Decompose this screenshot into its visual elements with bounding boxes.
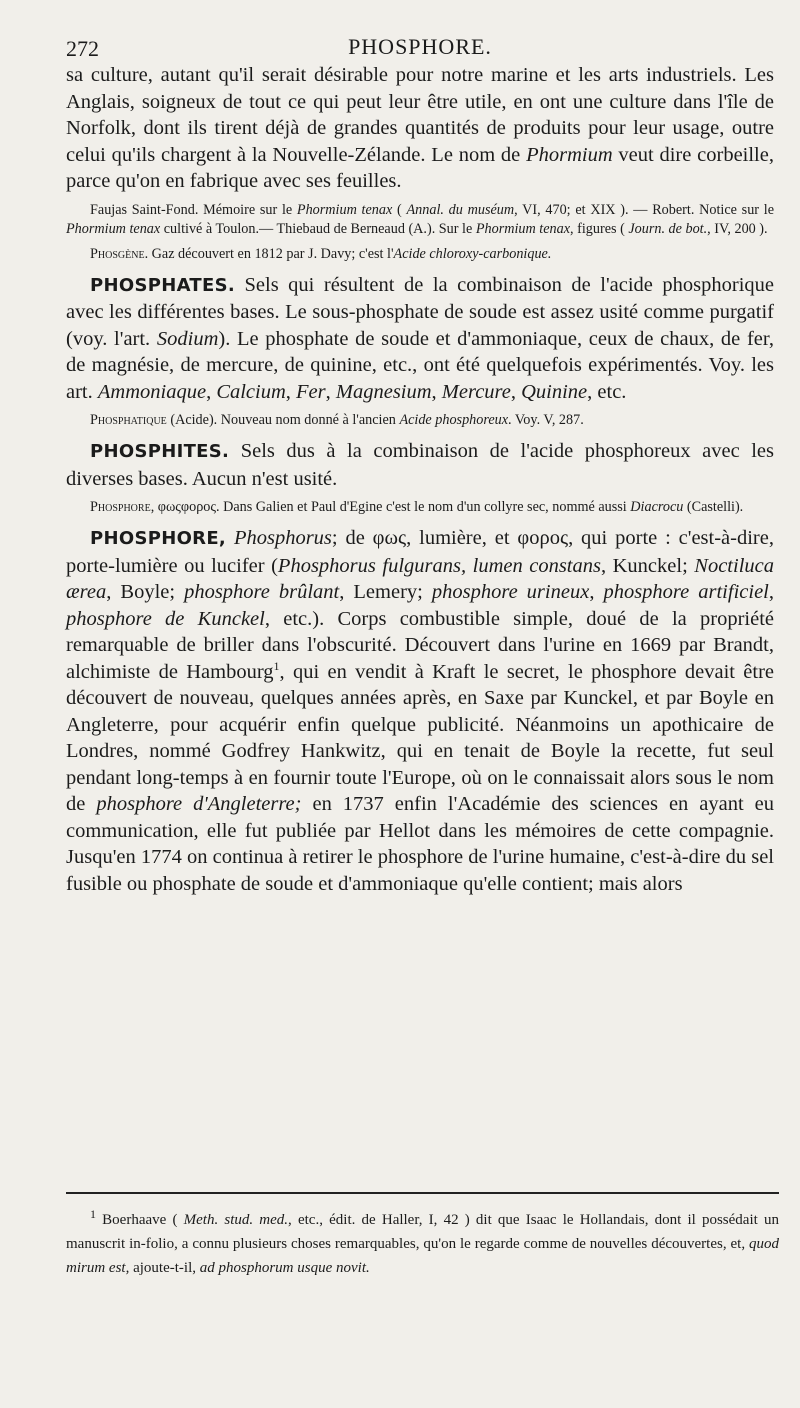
entry-term: Phosphore bbox=[90, 499, 151, 515]
footnote-rule bbox=[66, 1192, 779, 1194]
entry-heading: PHOSPHATES. bbox=[90, 274, 235, 296]
entry-phosgene: Phosgène. Gaz découvert en 1812 par J. Davy; c'est l'Acide chloroxy-carbonique. bbox=[90, 245, 552, 262]
page-header bbox=[66, 26, 774, 62]
footnote-number: 1 bbox=[90, 1207, 96, 1221]
phormium-paragraph: sa culture, autant qu'il serait désirable pour notre marine et les arts industriels. Les Anglais, soigneux de tout ce qui peut leur être utile, en ont une culture dans l'île de Norfolk, dont ils tirent déjà de grandes quantités de produits pour leur usage, outre celui qu'ils chargent à la Nouvelle-Zélande. Le nom de Phormium veut dire corbeille, parce qu'on en fabrique avec ses feuilles. bbox=[66, 64, 774, 192]
page-number: 272 bbox=[66, 36, 99, 61]
footnote: $^1$ Boerhaave ( Meth. stud. med., etc., édit. de Haller, I, 42 ) dit que Isaac le Hollandais, dont il possédait un manuscrit in-folio, a connu plusieurs choses remarquables, qu'on le regarde comme de nouvelles découvertes, et, quod mirum est, ajoute-t-il, ad phosphorum usque novit. bbox=[66, 1207, 779, 1276]
entry-heading: PHOSPHITES. bbox=[90, 441, 230, 462]
entry-phosphore: PHOSPHORE, Phosphorus; de φως, lumière, et φορος, qui porte : c'est-à-dire, porte-lumière ou lucifer (Phosphorus fulgurans, lumen constans, Kunckel; Noctiluca ærea, Boyle; phosphore brûlant, Lemery; phosphore urineux, phosphore artificiel, phosphore de Kunckel, etc.). Corps combustible simple, doué de la propriété remarquable de briller dans l'obscurité. Découvert dans l'urine en 1669 par Brandt, alchimiste de Hambourg$^1$, qui en vendit à Kraft le secret, le phosphore devait être découvert de nouveau, quelques années après, en Saxe par Kunckel, et par Boyle en Angleterre, pour acquérir enfin quelque publicité. Néanmoins un apothicaire de Londres, nommé Godfrey Hankwitz, qui en tenait de Boyle la recette, fut seul pendant long-temps à en fournir toute l'Europe, où on le connaissait alors sous le nom de phosphore d'Angleterre; en 1737 enfin l'Académie des sciences en ayant eu communication, elle fut publiée par Hellot dans les mémoires de cette compagnie. Jusqu'en 1774 on continua à retirer le phosphore de l'urine humaine, c'est-à-dire du sel fusible ou phosphate de soude et d'ammoniaque qu'elle contient; mais alors bbox=[66, 527, 775, 895]
entry-phosphites: PHOSPHITES. Sels dus à la combinaison de l'acide phosphoreux avec les diverses bases. Aucun n'est usité. bbox=[66, 440, 774, 490]
entry-phosphates: PHOSPHATES. Sels qui résultent de la combinaison de l'acide phosphorique avec les différentes bases. Le sous-phosphate de soude est assez usité comme purgatif (voy. l'art. Sodium). Le phosphate de soude et d'ammoniaque, ceux de chaux, de fer, de magnésie, de mercure, de quinine, etc., ont été quelquefois expérimentés. Voy. les art. Ammoniaque, Calcium, Fer, Magnesium, Mercure, Quinine, etc. bbox=[66, 273, 774, 403]
entry-term: Phosphatique bbox=[90, 412, 167, 428]
running-head: PHOSPHORE. bbox=[348, 34, 492, 59]
entry-phosphore-collyre: Phosphore, φωςφορος. Dans Galien et Paul d'Egine c'est le nom d'un collyre sec, nommé aussi Diacrocu (Castelli). bbox=[90, 499, 744, 515]
footnote-area bbox=[66, 1208, 779, 1280]
entry-term: Phosgène bbox=[90, 245, 145, 262]
footnote-marker: 1 bbox=[273, 658, 280, 673]
phormium-references: Faujas Saint-Fond. Mémoire sur le Phormium tenax ( Annal. du muséum, VI, 470; et XIX ). — Robert. Notice sur le Phormium tenax cultivé à Toulon.— Thiebaud de Berneaud (A.). Sur le Phormium tenax, figures ( Journ. de bot., IV, 200 ). bbox=[66, 201, 774, 237]
entry-heading: PHOSPHORE, bbox=[90, 528, 227, 549]
entry-phosphatique: Phosphatique (Acide). Nouveau nom donné à l'ancien Acide phosphoreux. Voy. V, 287. bbox=[90, 412, 584, 428]
